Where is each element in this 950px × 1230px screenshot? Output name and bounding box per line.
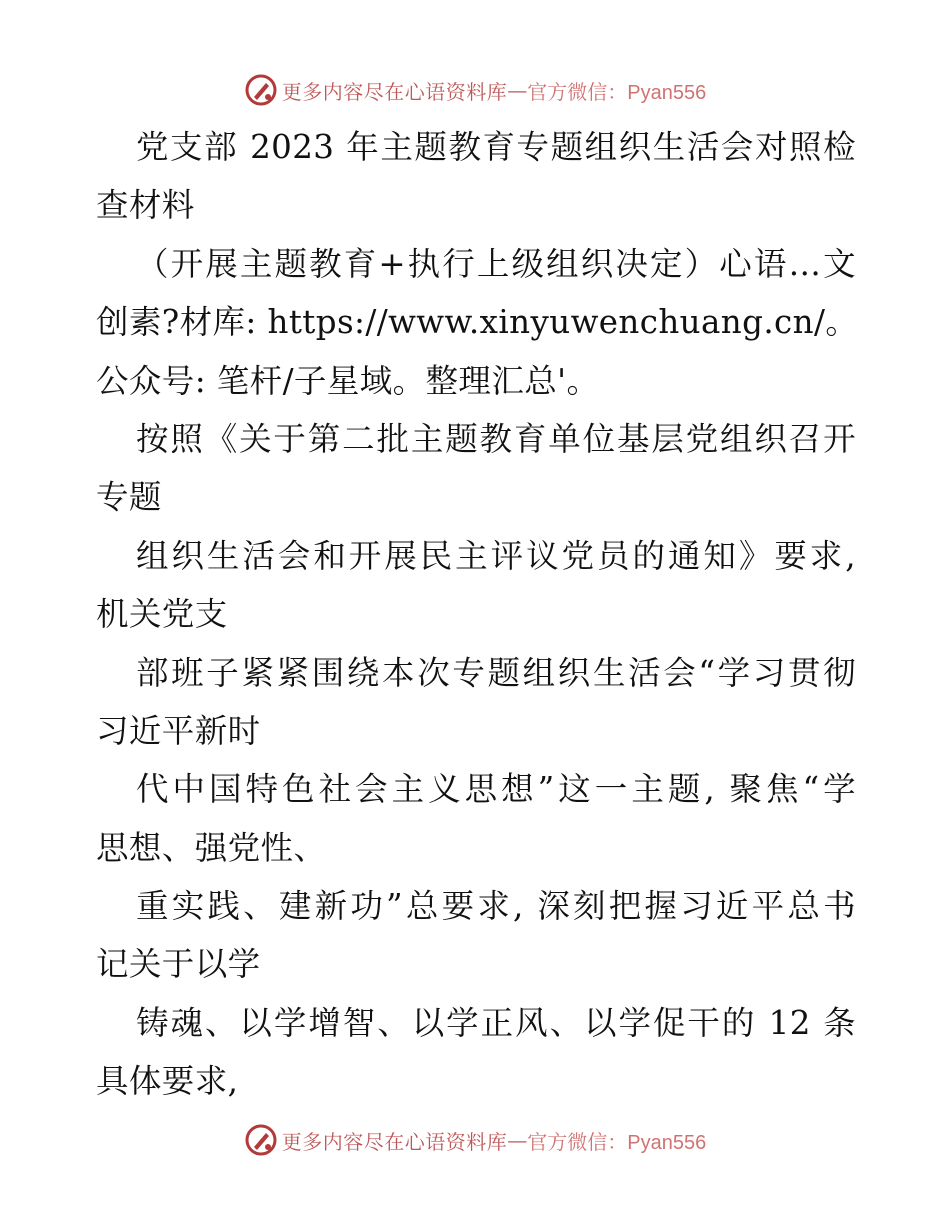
subtitle-line-3: 公众号: 笔杆/子星域。整理汇总'。 xyxy=(96,361,600,400)
paragraph-line: 专题 xyxy=(96,478,162,517)
pen-logo-icon xyxy=(244,73,278,107)
pen-logo-icon xyxy=(244,1123,278,1157)
paragraph-line: 习近平新时 xyxy=(96,711,261,750)
title-line-1: 党支部 2023 年主题教育专题组织生活会对照检 xyxy=(136,128,856,166)
watermark-text: 更多内容尽在心语资料库 xyxy=(281,79,508,104)
watermark-dash: — xyxy=(507,1128,528,1152)
paragraph-line: 重实践、建新功”总要求, 深刻把握习近平总书 xyxy=(136,887,856,926)
subtitle-line-2: 创素?材库: https://www.xinyuwenchuang.cn/。 xyxy=(96,303,859,342)
watermark-contact: 官方微信：Pyan556 xyxy=(527,81,707,104)
watermark-contact: 官方微信：Pyan556 xyxy=(527,1131,707,1154)
document-body xyxy=(96,118,859,1111)
paragraph-line: 思想、强党性、 xyxy=(96,828,327,867)
paragraph-line: 部班子紧紧围绕本次专题组织生活会“学习贯彻 xyxy=(136,653,856,692)
paragraph-line: 代中国特色社会主义思想”这一主题, 聚焦“学 xyxy=(136,770,856,809)
subtitle-line-1: （开展主题教育+执行上级组织决定）心语…文 xyxy=(136,244,856,283)
paragraph-line: 按照《关于第二批主题教育单位基层党组织召开 xyxy=(136,419,856,458)
watermark-footer xyxy=(0,1120,950,1160)
watermark-dash: — xyxy=(507,78,528,102)
paragraph-line: 记关于以学 xyxy=(96,945,261,984)
paragraph-line: 铸魂、以学增智、以学正风、以学促干的 12 条 xyxy=(136,1003,856,1042)
paragraph-line: 组织生活会和开展民主评议党员的通知》要求, xyxy=(136,536,856,575)
watermark-header xyxy=(0,70,950,110)
watermark-text: 更多内容尽在心语资料库 xyxy=(281,1129,508,1154)
title-line-2: 查材料 xyxy=(96,186,195,225)
paragraph-line: 机关党支 xyxy=(96,595,228,634)
paragraph-line: 具体要求, xyxy=(96,1062,239,1101)
